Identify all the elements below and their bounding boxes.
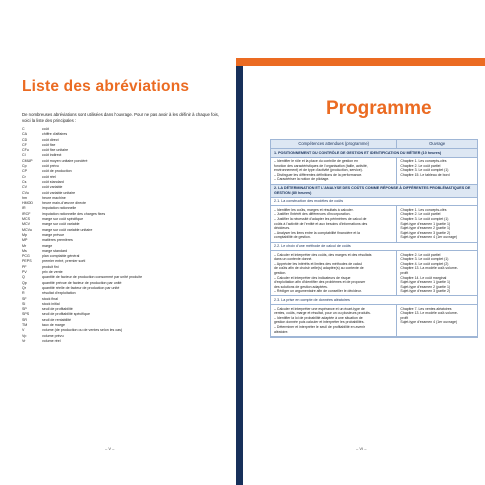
- abbreviation-meaning: seuil de profitabilité: [42, 307, 73, 312]
- abbreviation-code: Qp: [22, 280, 27, 285]
- abbreviation-code: MCS: [22, 217, 30, 222]
- column-header-competences: Compétences attendues (programme): [271, 140, 397, 148]
- chapter-reference: Chapitre 3. Le coût complet (1): [400, 168, 449, 173]
- subsection-heading: 2.3. La prise en compte de données aléatoires: [271, 296, 477, 305]
- abbreviation-meaning: marge standard: [42, 248, 68, 253]
- abbreviation-code: Ms: [22, 248, 27, 253]
- abbreviation-meaning: imputation rationnelle des charges fixes: [42, 211, 106, 216]
- chapter-reference: profit: [400, 270, 409, 275]
- chapter-reference: Sujet-type d'examen 3 (partie 2): [400, 230, 451, 235]
- competence-line: fonction des caractéristiques de l'organisation (taille, activité,: [274, 163, 368, 168]
- abbreviation-code: HMOD: [22, 201, 33, 206]
- abbreviation-code: CP: [22, 169, 27, 174]
- competence-line: ventes, coûts, marge et résultat, pour un ou plusieurs produits.: [274, 311, 371, 316]
- abbreviation-meaning: prix de vente: [42, 270, 63, 275]
- competence-line: décideurs.: [274, 226, 291, 231]
- abbreviation-meaning: marge prévue: [42, 232, 65, 237]
- competence-line: aléatoire.: [274, 329, 289, 334]
- chapter-reference: Chapitre 2. Le coût partiel: [400, 163, 441, 168]
- abbreviation-code: CV: [22, 185, 27, 190]
- chapter-reference: Chapitre 13. Le modèle coût-volume-: [400, 311, 458, 316]
- column-header-ouvrage: Ouvrage: [429, 141, 446, 146]
- competence-line: – Identifier la loi de probabilité adaptée à une situation de: [274, 315, 363, 320]
- abbreviation-code: PV: [22, 270, 27, 275]
- abbreviation-code: SR: [22, 317, 27, 322]
- gutter-bar: [236, 66, 243, 485]
- competence-line: – Analyser les liens entre la comptabilité financière et la: [274, 230, 360, 235]
- chapter-reference: Chapitre 14. Le coût marginal: [400, 275, 447, 280]
- abbreviation-code: CD: [22, 137, 28, 142]
- abbreviation-meaning: volume (de production ou de ventes selon les cas): [42, 328, 123, 333]
- abbreviation-code: PEPS: [22, 259, 32, 264]
- competence-line: – Caractériser la notion de pilotage.: [274, 177, 330, 182]
- intro-paragraph: De nombreuses abréviations sont utilisées dans l'ouvrage. Pour ne pas avoir à les définir à chaque fois, voici la liste des principales :: [22, 112, 219, 123]
- page-title: Liste des abréviations: [22, 78, 190, 95]
- competence-line: – Calculer et interpréter des indicateurs de risque: [274, 275, 351, 280]
- competence-line: dans un contexte donné.: [274, 257, 313, 262]
- abbreviation-code: CFu: [22, 148, 29, 153]
- abbreviation-meaning: seuil de profitabilité spécifique: [42, 312, 90, 317]
- ouvrage-cell: [397, 206, 477, 241]
- page-title: Programme: [326, 98, 432, 119]
- abbreviation-meaning: marge: [42, 243, 53, 248]
- competence-line: d'exploitation afin d'identifier des problèmes et de proposer: [274, 280, 366, 285]
- competences-cell: [271, 206, 397, 241]
- abbreviation-meaning: taux de marge: [42, 322, 65, 327]
- program-table: [270, 139, 478, 338]
- chapter-reference: Chapitre 1. Les concepts-clés: [400, 207, 447, 212]
- abbreviation-code: Mr: [22, 243, 27, 248]
- subsection-heading: 2.2. Le choix d'une méthode de calcul de coûts: [271, 243, 477, 252]
- abbreviation-code: PCG: [22, 254, 30, 259]
- left-page: [0, 0, 238, 485]
- competence-line: – Déterminer et interpréter le seuil de profitabilité en avenir: [274, 324, 366, 329]
- abbreviation-meaning: chiffre d'affaires: [42, 132, 68, 137]
- competences-cell: [271, 305, 397, 336]
- competence-line: de coûts afin de choisir celle(s) adaptée(s) au contexte de: [274, 266, 364, 271]
- header-band: [243, 58, 485, 66]
- competence-line: – Justifier l'intérêt des différences d'incorporation.: [274, 212, 351, 217]
- page-number: – VI –: [356, 446, 367, 451]
- chapter-reference: Chapitre 2. Le coût partiel: [400, 252, 441, 257]
- section-heading: 2. LA DÉTERMINATION ET L'ANALYSE DES COÛTS COMME RÉPONSE À DIFFÉRENTES PROBLÉMATIQUES DE GESTION (80 heures): [271, 185, 477, 198]
- table-row: [271, 206, 477, 242]
- abbreviation-meaning: quantité réelle de facteur de production par unité: [42, 285, 120, 290]
- abbreviation-meaning: heure main-d'œuvre directe: [42, 201, 87, 206]
- ouvrage-cell: [397, 305, 477, 336]
- chapter-reference: Chapitre 1. Les concepts-clés: [400, 159, 447, 164]
- competence-line: comptabilité de gestion.: [274, 235, 311, 240]
- competence-line: – Justifier la nécessité d'adapter les périmètres de calcul de: [274, 217, 367, 222]
- abbreviation-meaning: stock final: [42, 296, 58, 301]
- abbreviation-meaning: premier entré, premier sorti: [42, 259, 86, 264]
- competences-cell: [271, 158, 397, 184]
- competences-cell: [271, 251, 397, 295]
- competence-line: environnement) et de type d'activité (production, service).: [274, 168, 363, 173]
- abbreviation-meaning: stock initial: [42, 301, 60, 306]
- abbreviation-code: Vp: [22, 333, 27, 338]
- chapter-reference: profit: [400, 315, 409, 320]
- abbreviation-code: CA: [22, 132, 27, 137]
- chapter-reference: Sujet-type d'examen 3 (partie 2): [400, 289, 451, 294]
- abbreviation-meaning: volume prévu: [42, 333, 64, 338]
- abbreviation-meaning: volume réel: [42, 338, 61, 343]
- abbreviation-meaning: quantité de facteur de production consommé par unité produite: [42, 275, 143, 280]
- competence-line: – Identifier le rôle et la place du contrôle de gestion en: [274, 159, 359, 164]
- chapter-reference: Sujet-type d'examen 4 (1er ouvrage): [400, 320, 458, 325]
- abbreviation-code: V: [22, 328, 25, 333]
- chapter-reference: Chapitre 15. Le tableau de bord: [400, 172, 450, 177]
- abbreviation-meaning: résultat d'exploitation: [42, 291, 76, 296]
- abbreviation-meaning: coût direct: [42, 137, 59, 142]
- abbreviation-code: hm: [22, 195, 27, 200]
- chapter-reference: Sujet-type d'examen 1 (partie 1): [400, 280, 451, 285]
- abbreviation-meaning: imputation rationnelle: [42, 206, 77, 211]
- chapter-reference: Chapitre 7. Les ventes aléatoires: [400, 306, 452, 311]
- abbreviation-meaning: seuil de rentabilité: [42, 317, 71, 322]
- table-body: [271, 149, 477, 337]
- abbreviation-code: R: [22, 291, 25, 296]
- ouvrage-cell: [397, 158, 477, 184]
- abbreviation-code: SPS: [22, 312, 30, 317]
- abbreviation-meaning: matières premières: [42, 238, 73, 243]
- abbreviation-code: Cs: [22, 179, 27, 184]
- abbreviation-code: C: [22, 127, 25, 131]
- abbreviation-meaning: coût prévu: [42, 164, 59, 169]
- chapter-reference: Sujet-type d'examen 4 (1er ouvrage): [400, 235, 458, 240]
- abbreviation-code: Mp: [22, 232, 27, 237]
- chapter-reference: Chapitre 4. Le coût complet (2): [400, 261, 449, 266]
- table-header: [271, 140, 477, 149]
- page-number: – V –: [105, 446, 115, 451]
- abbreviation-meaning: coût fixe: [42, 142, 56, 147]
- abbreviation-meaning: marge sur coût variable: [42, 222, 80, 227]
- abbreviation-meaning: produit fini: [42, 264, 59, 269]
- abbreviation-row: [22, 339, 232, 344]
- abbreviation-code: CMUP: [22, 158, 33, 163]
- abbreviation-meaning: coût indirect: [42, 153, 62, 158]
- abbreviation-meaning: quantité prévue de facteur de production par unité: [42, 280, 122, 285]
- abbreviation-code: CI: [22, 153, 26, 158]
- competence-line: gestion.: [274, 270, 287, 275]
- competence-line: – Distinguer les différentes définitions de la performance.: [274, 172, 363, 177]
- section-heading: 1. POSITIONNEMENT DU CONTRÔLE DE GESTION ET IDENTIFICATION DU MÉTIER (10 heures): [271, 149, 477, 158]
- abbreviation-code: IRCF: [22, 211, 31, 216]
- abbreviation-meaning: plan comptable général: [42, 254, 80, 259]
- chapter-reference: Chapitre 2. Le coût partiel: [400, 212, 441, 217]
- competence-line: coûts à l'activité de l'entité et aux besoins d'informations des: [274, 221, 368, 226]
- abbreviation-meaning: coût variable unitaire: [42, 190, 76, 195]
- abbreviation-meaning: marge sur coût variable unitaire: [42, 227, 93, 232]
- competence-line: – Calculer et interpréter une espérance et un écart-type de: [274, 306, 365, 311]
- abbreviation-code: CF: [22, 142, 27, 147]
- abbreviation-code: SP: [22, 307, 27, 312]
- abbreviation-code: IR: [22, 206, 26, 211]
- abbreviation-code: MCV: [22, 222, 30, 227]
- abbreviation-code: PF: [22, 264, 27, 269]
- competence-line: – Apprécier les intérêts et limites des méthodes de calcul: [274, 261, 363, 266]
- abbreviation-meaning: coût de production: [42, 169, 72, 174]
- competence-line: – Rédiger un argumentaire afin de conseiller le décideur.: [274, 289, 362, 294]
- abbreviation-meaning: coût: [42, 127, 49, 131]
- competence-line: – Calculer et interpréter des coûts, des marges et des résultats: [274, 252, 372, 257]
- abbreviation-meaning: heure machine: [42, 195, 66, 200]
- abbreviation-meaning: marge sur coût spécifique: [42, 217, 84, 222]
- abbreviation-meaning: coût standard: [42, 179, 64, 184]
- abbreviation-code: SF: [22, 296, 27, 301]
- table-row: [271, 158, 477, 185]
- abbreviation-code: TM: [22, 322, 28, 327]
- abbreviation-code: Cr: [22, 174, 26, 179]
- abbreviation-code: Qr: [22, 285, 26, 290]
- abbreviation-code: Q: [22, 275, 25, 280]
- abbreviation-meaning: coût fixe unitaire: [42, 148, 69, 153]
- abbreviation-code: CVu: [22, 190, 29, 195]
- chapter-reference: Chapitre 3. Le coût complet (1): [400, 257, 449, 262]
- abbreviation-list: [22, 127, 232, 344]
- table-row: [271, 251, 477, 296]
- competence-line: – Identifier les coûts, marges et résultats à calculer.: [274, 207, 354, 212]
- chapter-reference: Chapitre 3. Le coût complet (1): [400, 217, 449, 222]
- abbreviation-meaning: coût variable: [42, 185, 63, 190]
- table-row: [271, 305, 477, 337]
- ouvrage-cell: [397, 251, 477, 295]
- subsection-heading: 2.1. La construction des modèles de coûts: [271, 198, 477, 207]
- gutter-accent: [236, 58, 243, 66]
- abbreviation-code: Cp: [22, 164, 27, 169]
- chapter-reference: Chapitre 13. La modèle coût-volume-: [400, 266, 458, 271]
- abbreviation-meaning: coût moyen unitaire pondéré: [42, 158, 88, 163]
- abbreviation-code: MCVu: [22, 227, 32, 232]
- chapter-reference: Sujet-type d'examen 2 (partie 1): [400, 226, 451, 231]
- abbreviation-code: MP: [22, 238, 28, 243]
- abbreviation-code: SI: [22, 301, 26, 306]
- abbreviation-code: Vr: [22, 338, 26, 343]
- abbreviation-meaning: coût réel: [42, 174, 56, 179]
- chapter-reference: Sujet-type d'examen 1 (partie 1): [400, 221, 451, 226]
- competence-line: des solutions de gestion adaptées.: [274, 284, 328, 289]
- competence-line: gestion donnée puis calculer et interpréter les probabilités.: [274, 320, 365, 325]
- chapter-reference: Sujet-type d'examen 2 (partie 1): [400, 284, 451, 289]
